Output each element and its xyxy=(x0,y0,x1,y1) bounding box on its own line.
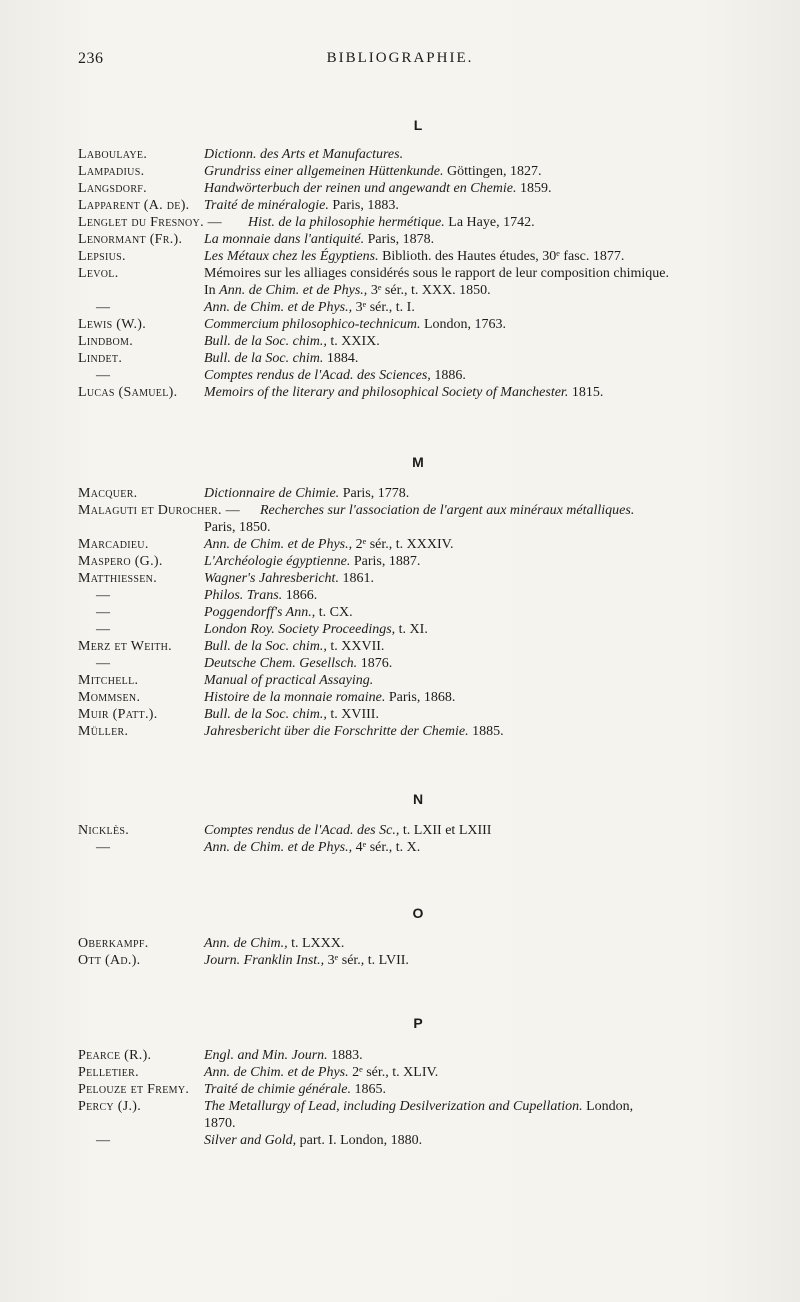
entry-details: Paris, 1887. xyxy=(350,554,421,569)
entry-author: Matthiessen. xyxy=(78,571,157,586)
entry-author: Maspero (G.). xyxy=(78,554,163,569)
entry-title: Poggendorff's Ann., xyxy=(204,605,316,620)
entry-details: 1865. xyxy=(350,1082,386,1097)
entry-details: 1884. xyxy=(323,351,359,366)
section-heading-o: O xyxy=(412,905,424,921)
entry-title: Handwörterbuch der reinen und angewandt en Chemie. xyxy=(204,181,517,196)
entry-title: Commercium philosophico-technicum. xyxy=(204,317,421,332)
entry-title: Bull. de la Soc. chim., xyxy=(204,639,327,654)
entry-author: Lenormant (Fr.). xyxy=(78,232,183,247)
entry-title: Traité de chimie générale. xyxy=(204,1082,351,1097)
entry-details: 1859. xyxy=(516,181,552,196)
entry-details: t. LXXX. xyxy=(287,936,345,951)
entry-title: Histoire de la monnaie romaine. xyxy=(204,690,386,705)
entry-author: Levol. xyxy=(78,266,119,281)
entry-title: Ann. de Chim. et de Phys., xyxy=(204,537,353,552)
entry-details: 1883. xyxy=(327,1048,363,1063)
entry-title: Journ. Franklin Inst., xyxy=(204,953,325,968)
entry-details: part. I. London, 1880. xyxy=(296,1133,423,1148)
entry-author: Lapparent (A. de). xyxy=(78,198,190,213)
entry-author: Pearce (R.). xyxy=(78,1048,152,1063)
entry-title: Hist. de la philosophie hermétique. xyxy=(248,215,445,230)
entry-author: Merz et Weith. xyxy=(78,639,172,654)
entry-details: 2ᵉ sér., t. XLIV. xyxy=(348,1065,439,1080)
entry-details: 1885. xyxy=(468,724,504,739)
entry-details: Mémoires sur les alliages considérés sous le rapport de leur composition chimique. xyxy=(204,266,670,281)
entry-title: Jahresbericht über die Forschritte der Chemie. xyxy=(204,724,469,739)
entry-title: Bull. de la Soc. chim., xyxy=(204,707,327,722)
entry-author: Mommsen. xyxy=(78,690,141,705)
entry-author: Macquer. xyxy=(78,486,138,501)
bibliography-entry xyxy=(78,1098,798,1132)
entry-details: 1815. xyxy=(568,385,604,400)
entry-details: t. XXIX. xyxy=(326,334,380,349)
entry-title: La monnaie dans l'antiquité. xyxy=(204,232,365,247)
entry-author: Laboulaye. xyxy=(78,147,148,162)
section-heading-p: P xyxy=(413,1015,423,1031)
entry-details: Paris, 1850. xyxy=(204,520,271,535)
entry-title: Comptes rendus de l'Acad. des Sciences, xyxy=(204,368,431,383)
bibliography-entry xyxy=(78,265,798,299)
entry-title: Comptes rendus de l'Acad. des Sc., xyxy=(204,823,400,838)
entry-details: Paris, 1883. xyxy=(328,198,399,213)
entry-author: Malaguti et Durocher. — xyxy=(78,503,240,518)
entry-title: Ann. de Chim., xyxy=(204,936,288,951)
ditto-dash: — xyxy=(96,840,111,855)
entry-author: Lucas (Samuel). xyxy=(78,385,178,400)
entry-title: Engl. and Min. Journ. xyxy=(204,1048,328,1063)
page-number: 236 xyxy=(78,50,104,67)
entry-details: 4ᵉ sér., t. X. xyxy=(352,840,421,855)
entry-details: 1876. xyxy=(357,656,393,671)
running-head: BIBLIOGRAPHIE. xyxy=(326,50,474,66)
entry-author: Lenglet du Fresnoy. — xyxy=(78,215,222,230)
entry-title: The Metallurgy of Lead, including Desilverization and Cupellation. xyxy=(204,1099,583,1114)
ditto-dash: — xyxy=(96,656,111,671)
entry-title: Les Métaux chez les Égyptiens. xyxy=(204,249,379,264)
entry-details: 1870. xyxy=(204,1116,236,1131)
entry-title: Memoirs of the literary and philosophical Society of Manchester. xyxy=(204,385,569,400)
entry-details: t. XVIII. xyxy=(326,707,379,722)
entry-author: Nicklès. xyxy=(78,823,130,838)
entry-details: La Haye, 1742. xyxy=(444,215,535,230)
ditto-dash: — xyxy=(96,605,111,620)
entry-details: 1866. xyxy=(282,588,318,603)
entry-details: 3ᵉ sér., t. I. xyxy=(352,300,415,315)
entry-details: t. CX. xyxy=(315,605,353,620)
entry-author: Lindbom. xyxy=(78,334,134,349)
ditto-dash: — xyxy=(96,588,111,603)
entry-author: Percy (J.). xyxy=(78,1099,142,1114)
ditto-dash: — xyxy=(96,1133,111,1148)
section-heading-l: L xyxy=(413,117,423,133)
entry-details: t. XXVII. xyxy=(326,639,385,654)
entry-author: Pelletier. xyxy=(78,1065,139,1080)
entry-title: Traité de minéralogie. xyxy=(204,198,329,213)
entry-author: Lampadius. xyxy=(78,164,145,179)
entry-title: Manual of practical Assaying. xyxy=(204,673,374,688)
section-heading-n: N xyxy=(412,791,424,807)
entry-details: Göttingen, 1827. xyxy=(443,164,542,179)
entry-author: Muir (Patt.). xyxy=(78,707,158,722)
entry-details: t. XI. xyxy=(395,622,428,637)
section-heading-m: M xyxy=(412,454,424,470)
entry-details: 1886. xyxy=(430,368,466,383)
entry-details: t. LXII et LXIII xyxy=(399,823,492,838)
entry-author: Lindet. xyxy=(78,351,123,366)
ditto-dash: — xyxy=(96,300,111,315)
entry-details: 1861. xyxy=(338,571,374,586)
entry-title: Bull. de la Soc. chim., xyxy=(204,334,327,349)
entry-title: Ann. de Chim. et de Phys., xyxy=(219,283,368,298)
entry-details: London, xyxy=(582,1099,634,1114)
entry-title: Dictionnaire de Chimie. xyxy=(204,486,340,501)
entry-title: Bull. de la Soc. chim. xyxy=(204,351,324,366)
entry-author: Müller. xyxy=(78,724,129,739)
ditto-dash: — xyxy=(96,368,111,383)
entry-title: Recherches sur l'association de l'argent aux minéraux métalliques. xyxy=(260,503,635,518)
entry-title: London Roy. Society Proceedings, xyxy=(204,622,396,637)
entry-title: Philos. Trans. xyxy=(204,588,283,603)
entry-author: Pelouze et Fremy. xyxy=(78,1082,190,1097)
entry-details: London, 1763. xyxy=(420,317,507,332)
entry-title: Ann. de Chim. et de Phys., xyxy=(204,300,353,315)
entry-prefix: In xyxy=(204,283,220,298)
entry-details: Biblioth. des Hautes études, 30ᵉ fasc. 1877. xyxy=(378,249,625,264)
entry-details: Paris, 1868. xyxy=(385,690,456,705)
entry-author: Lepsius. xyxy=(78,249,126,264)
entry-details: Paris, 1878. xyxy=(364,232,435,247)
entry-author: Lewis (W.). xyxy=(78,317,147,332)
entry-details: 3ᵉ sér., t. XXX. 1850. xyxy=(367,283,491,298)
entry-details: 3ᵉ sér., t. LVII. xyxy=(324,953,409,968)
entry-title: Ann. de Chim. et de Phys., xyxy=(204,840,353,855)
entry-title: Wagner's Jahresbericht. xyxy=(204,571,339,586)
entry-title: Grundriss einer allgemeinen Hüttenkunde. xyxy=(204,164,444,179)
entry-title: Ann. de Chim. et de Phys. xyxy=(204,1065,349,1080)
entry-author: Ott (Ad.). xyxy=(78,953,141,968)
entry-details: Paris, 1778. xyxy=(339,486,410,501)
entry-author: Oberkampf. xyxy=(78,936,149,951)
entry-title: L'Archéologie égyptienne. xyxy=(204,554,351,569)
entry-author: Langsdorf. xyxy=(78,181,147,196)
bibliography-entry xyxy=(78,502,798,536)
entry-details: 2ᵉ sér., t. XXXIV. xyxy=(352,537,454,552)
entry-title: Dictionn. des Arts et Manufactures. xyxy=(204,147,404,162)
entry-title: Deutsche Chem. Gesellsch. xyxy=(204,656,358,671)
ditto-dash: — xyxy=(96,622,111,637)
entry-title: Silver and Gold, xyxy=(204,1133,297,1148)
entry-author: Marcadieu. xyxy=(78,537,149,552)
entry-author: Mitchell. xyxy=(78,673,139,688)
